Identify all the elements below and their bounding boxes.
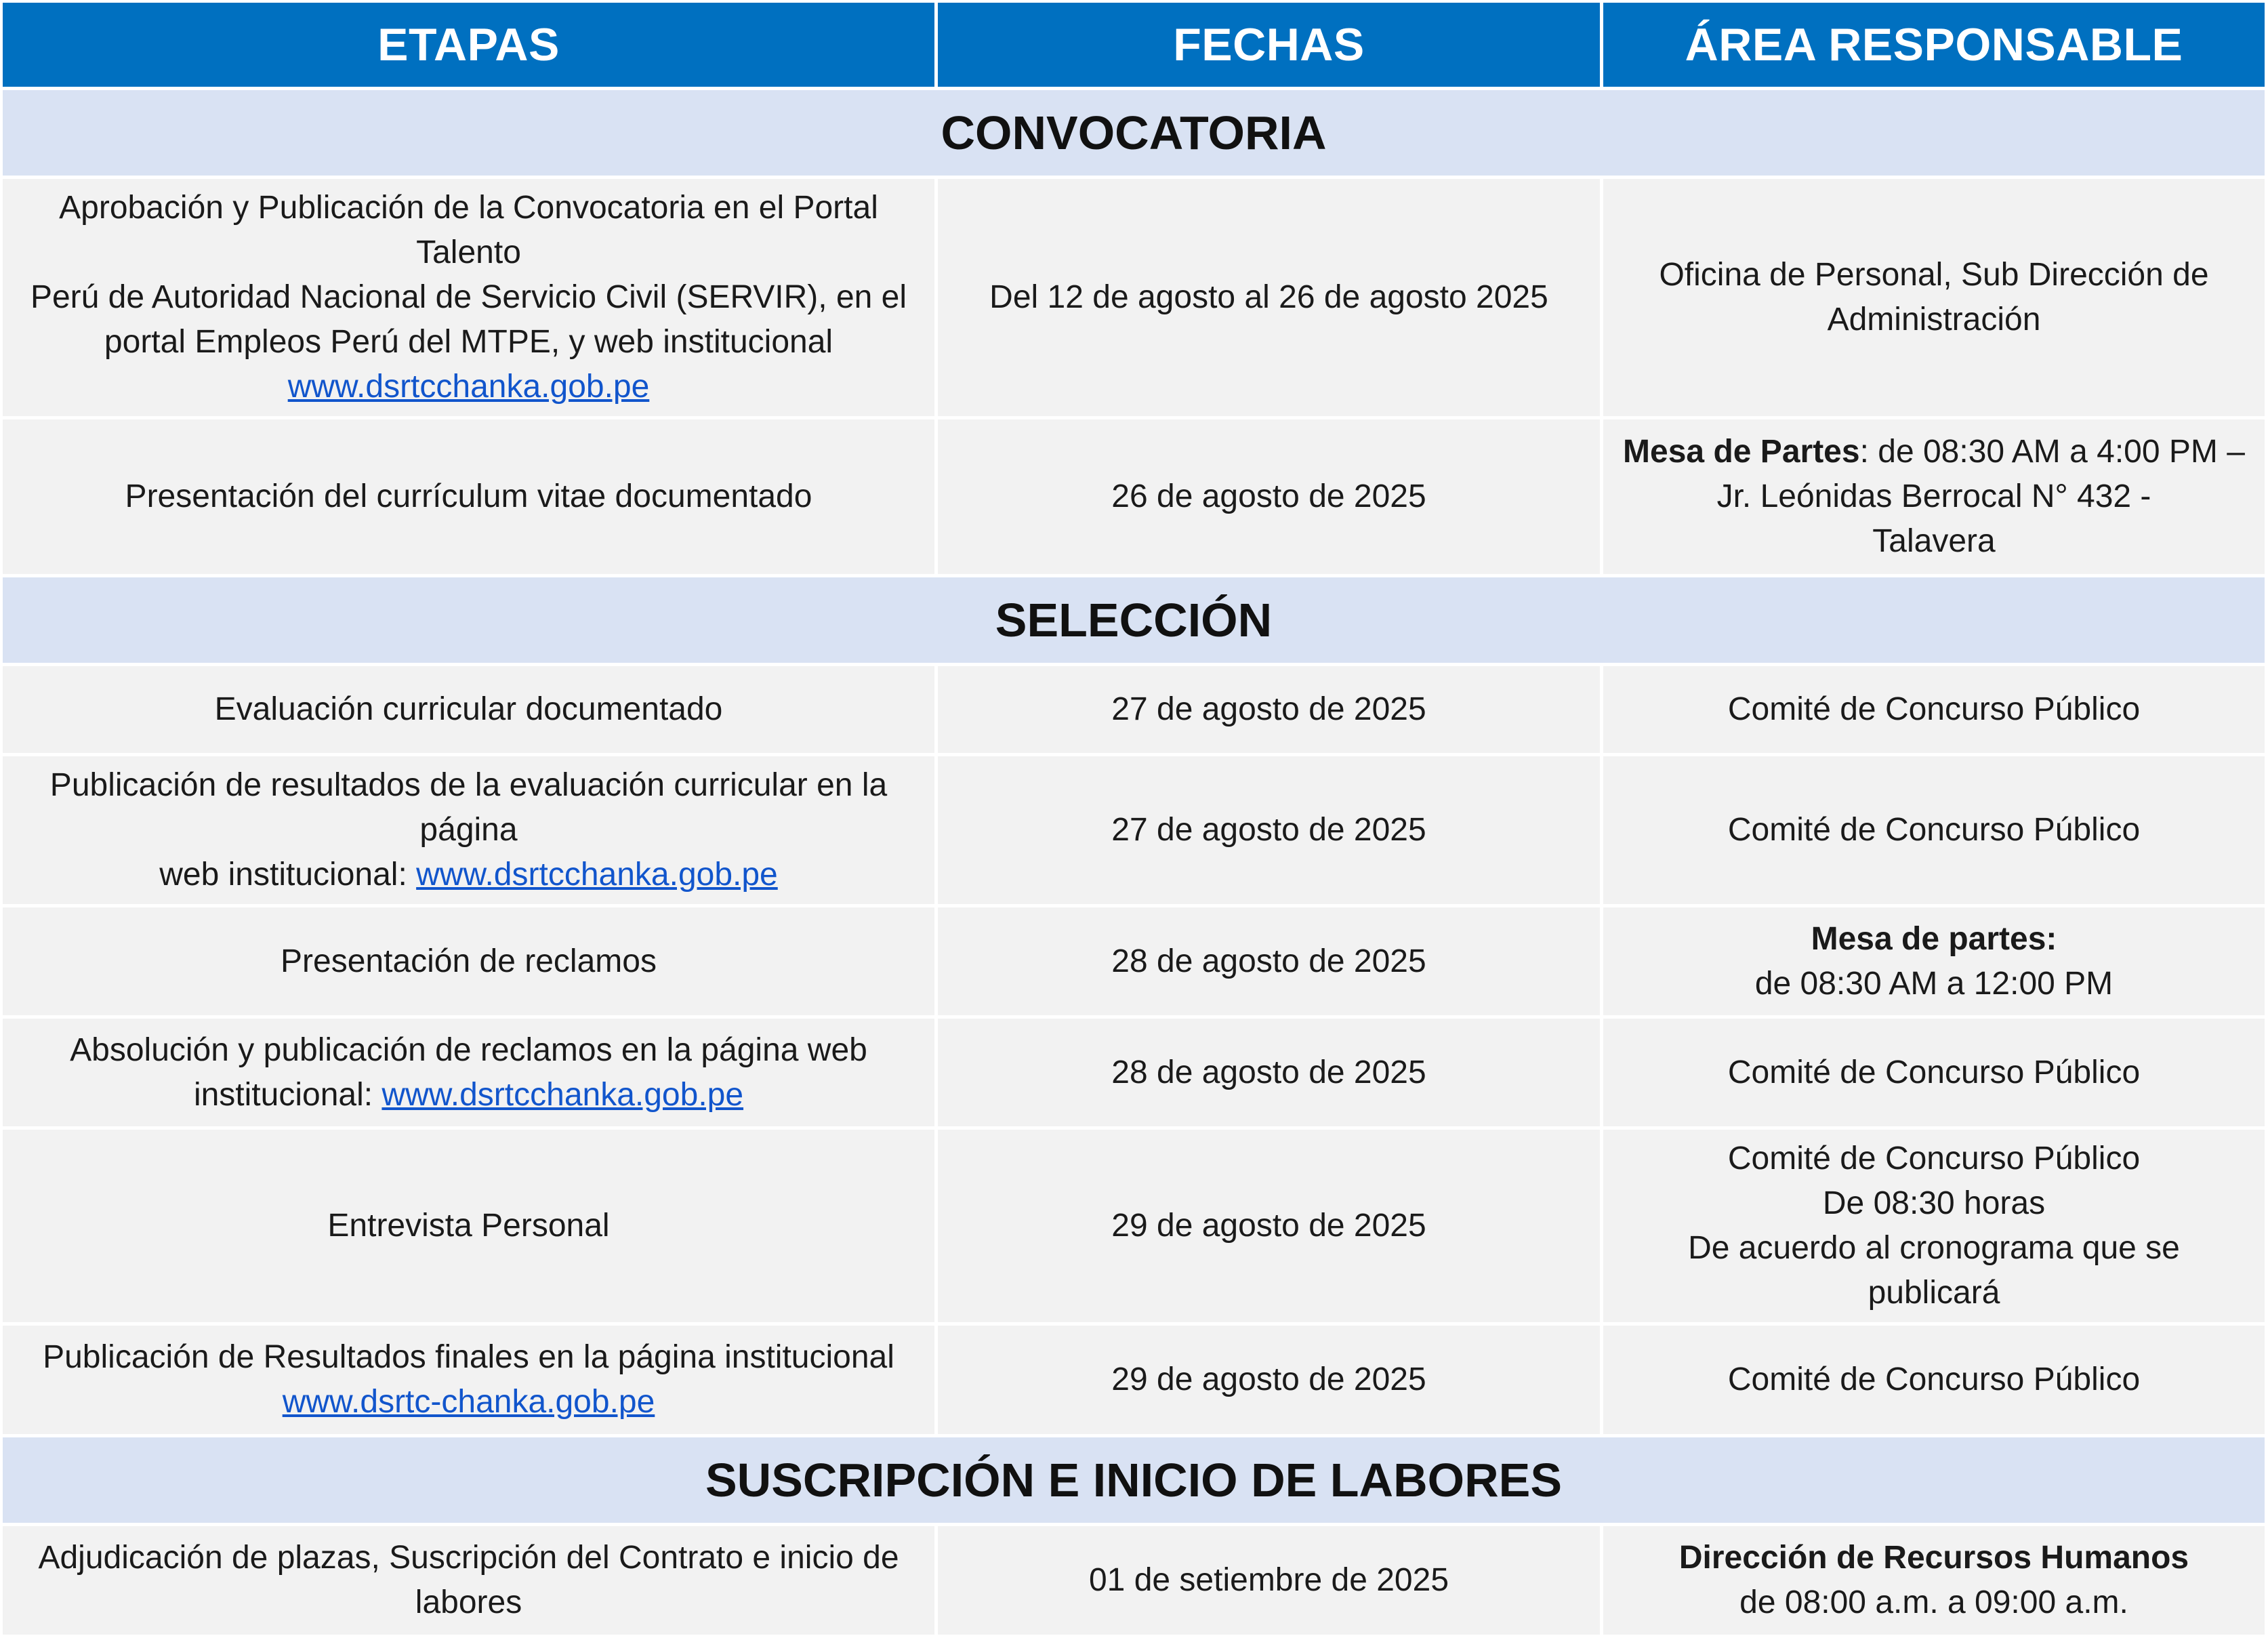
section-row-suscripcion bbox=[3, 1437, 2265, 1523]
fecha-cell: 29 de agosto de 2025 bbox=[938, 1326, 1600, 1434]
etapa-text-line: Publicación de Resultados finales en la página institucional bbox=[43, 1339, 894, 1375]
table-row bbox=[3, 756, 2265, 904]
area-text-line: Oficina de Personal, Sub Dirección de bbox=[1659, 257, 2209, 293]
table-row bbox=[3, 179, 2265, 416]
etapa-cell: Presentación del currículum vitae documentado bbox=[3, 419, 934, 574]
table-row bbox=[3, 1019, 2265, 1126]
area-text-line: De 08:30 horas bbox=[1822, 1185, 2046, 1221]
area-cell bbox=[1603, 179, 2265, 416]
fecha-cell: 27 de agosto de 2025 bbox=[938, 666, 1600, 753]
area-cell: Comité de Concurso Público bbox=[1603, 756, 2265, 904]
section-title-suscripcion: SUSCRIPCIÓN E INICIO DE LABORES bbox=[3, 1437, 2265, 1523]
etapa-text-line: Perú de Autoridad Nacional de Servicio Civil (SERVIR), en el bbox=[30, 279, 907, 315]
header-fechas: FECHAS bbox=[938, 3, 1600, 87]
area-text-line: Administración bbox=[1827, 302, 2041, 337]
area-cell: Comité de Concurso Público bbox=[1603, 666, 2265, 753]
etapa-cell: Evaluación curricular documentado bbox=[3, 666, 934, 753]
area-cell: Comité de Concurso Público bbox=[1603, 1019, 2265, 1126]
area-text-line: De acuerdo al cronograma que se publicará bbox=[1688, 1230, 2180, 1311]
area-cell: Comité de Concurso Público bbox=[1603, 1326, 2265, 1434]
area-label-bold: Mesa de Partes bbox=[1623, 434, 1860, 470]
area-text-line: Talavera bbox=[1872, 523, 1996, 559]
etapa-cell bbox=[3, 1526, 934, 1635]
area-label-bold: Mesa de partes: bbox=[1811, 920, 2057, 957]
etapa-cell bbox=[3, 756, 934, 904]
etapa-text-line: Adjudicación de plazas, Suscripción del Contrato e inicio de bbox=[38, 1540, 899, 1576]
area-cell bbox=[1603, 907, 2265, 1015]
table-row bbox=[3, 666, 2265, 753]
etapa-text-line: portal Empleos Perú del MTPE, y web institucional bbox=[104, 324, 833, 360]
etapa-text-line: Absolución y publicación de reclamos en la página web bbox=[70, 1031, 867, 1068]
fecha-cell: 29 de agosto de 2025 bbox=[938, 1130, 1600, 1322]
fecha-cell: Del 12 de agosto al 26 de agosto 2025 bbox=[938, 179, 1600, 416]
table-row bbox=[3, 1326, 2265, 1434]
section-title-seleccion: SELECCIÓN bbox=[3, 577, 2265, 663]
table-row bbox=[3, 419, 2265, 574]
area-cell bbox=[1603, 1526, 2265, 1635]
area-text-line: de 08:30 AM a 12:00 PM bbox=[1754, 965, 2114, 1002]
area-text-line: de 08:00 a.m. a 09:00 a.m. bbox=[1739, 1584, 2128, 1620]
table-row bbox=[3, 1130, 2265, 1322]
etapa-cell: Entrevista Personal bbox=[3, 1130, 934, 1322]
table-row bbox=[3, 907, 2265, 1015]
header-etapas: ETAPAS bbox=[3, 3, 934, 87]
etapa-text: institucional: bbox=[193, 1076, 382, 1113]
website-link[interactable]: www.dsrtc-chanka.gob.pe bbox=[282, 1384, 655, 1420]
area-text-line: Comité de Concurso Público bbox=[1727, 1141, 2141, 1176]
etapa-cell bbox=[3, 1019, 934, 1126]
section-row-convocatoria bbox=[3, 90, 2265, 176]
website-link[interactable]: www.dsrtcchanka.gob.pe bbox=[416, 857, 778, 893]
section-row-seleccion bbox=[3, 577, 2265, 663]
section-title-convocatoria: CONVOCATORIA bbox=[3, 90, 2265, 176]
area-label-bold: Dirección de Recursos Humanos bbox=[1678, 1540, 2189, 1576]
etapa-cell bbox=[3, 179, 934, 416]
fecha-cell: 26 de agosto de 2025 bbox=[938, 419, 1600, 574]
etapa-text: web institucional: bbox=[159, 857, 417, 893]
etapa-text-line: labores bbox=[415, 1584, 522, 1620]
area-cell bbox=[1603, 419, 2265, 574]
etapa-cell bbox=[3, 1326, 934, 1434]
area-text-line: Jr. Leónidas Berrocal N° 432 - bbox=[1716, 478, 2151, 514]
website-link[interactable]: www.dsrtcchanka.gob.pe bbox=[287, 369, 650, 405]
header-row bbox=[3, 3, 2265, 87]
area-text: : de 08:30 AM a 4:00 PM – bbox=[1859, 434, 2245, 470]
fecha-cell: 27 de agosto de 2025 bbox=[938, 756, 1600, 904]
header-area-responsable: ÁREA RESPONSABLE bbox=[1603, 3, 2265, 87]
etapa-text-line: Publicación de resultados de la evaluación curricular en la página bbox=[49, 767, 888, 848]
table-row bbox=[3, 1526, 2265, 1635]
website-link[interactable]: www.dsrtcchanka.gob.pe bbox=[382, 1076, 744, 1113]
fecha-cell: 28 de agosto de 2025 bbox=[938, 907, 1600, 1015]
area-cell bbox=[1603, 1130, 2265, 1322]
etapa-cell: Presentación de reclamos bbox=[3, 907, 934, 1015]
fecha-cell: 28 de agosto de 2025 bbox=[938, 1019, 1600, 1126]
etapa-text-line: Aprobación y Publicación de la Convocatoria en el Portal Talento bbox=[59, 190, 878, 270]
fecha-cell: 01 de setiembre de 2025 bbox=[938, 1526, 1600, 1635]
